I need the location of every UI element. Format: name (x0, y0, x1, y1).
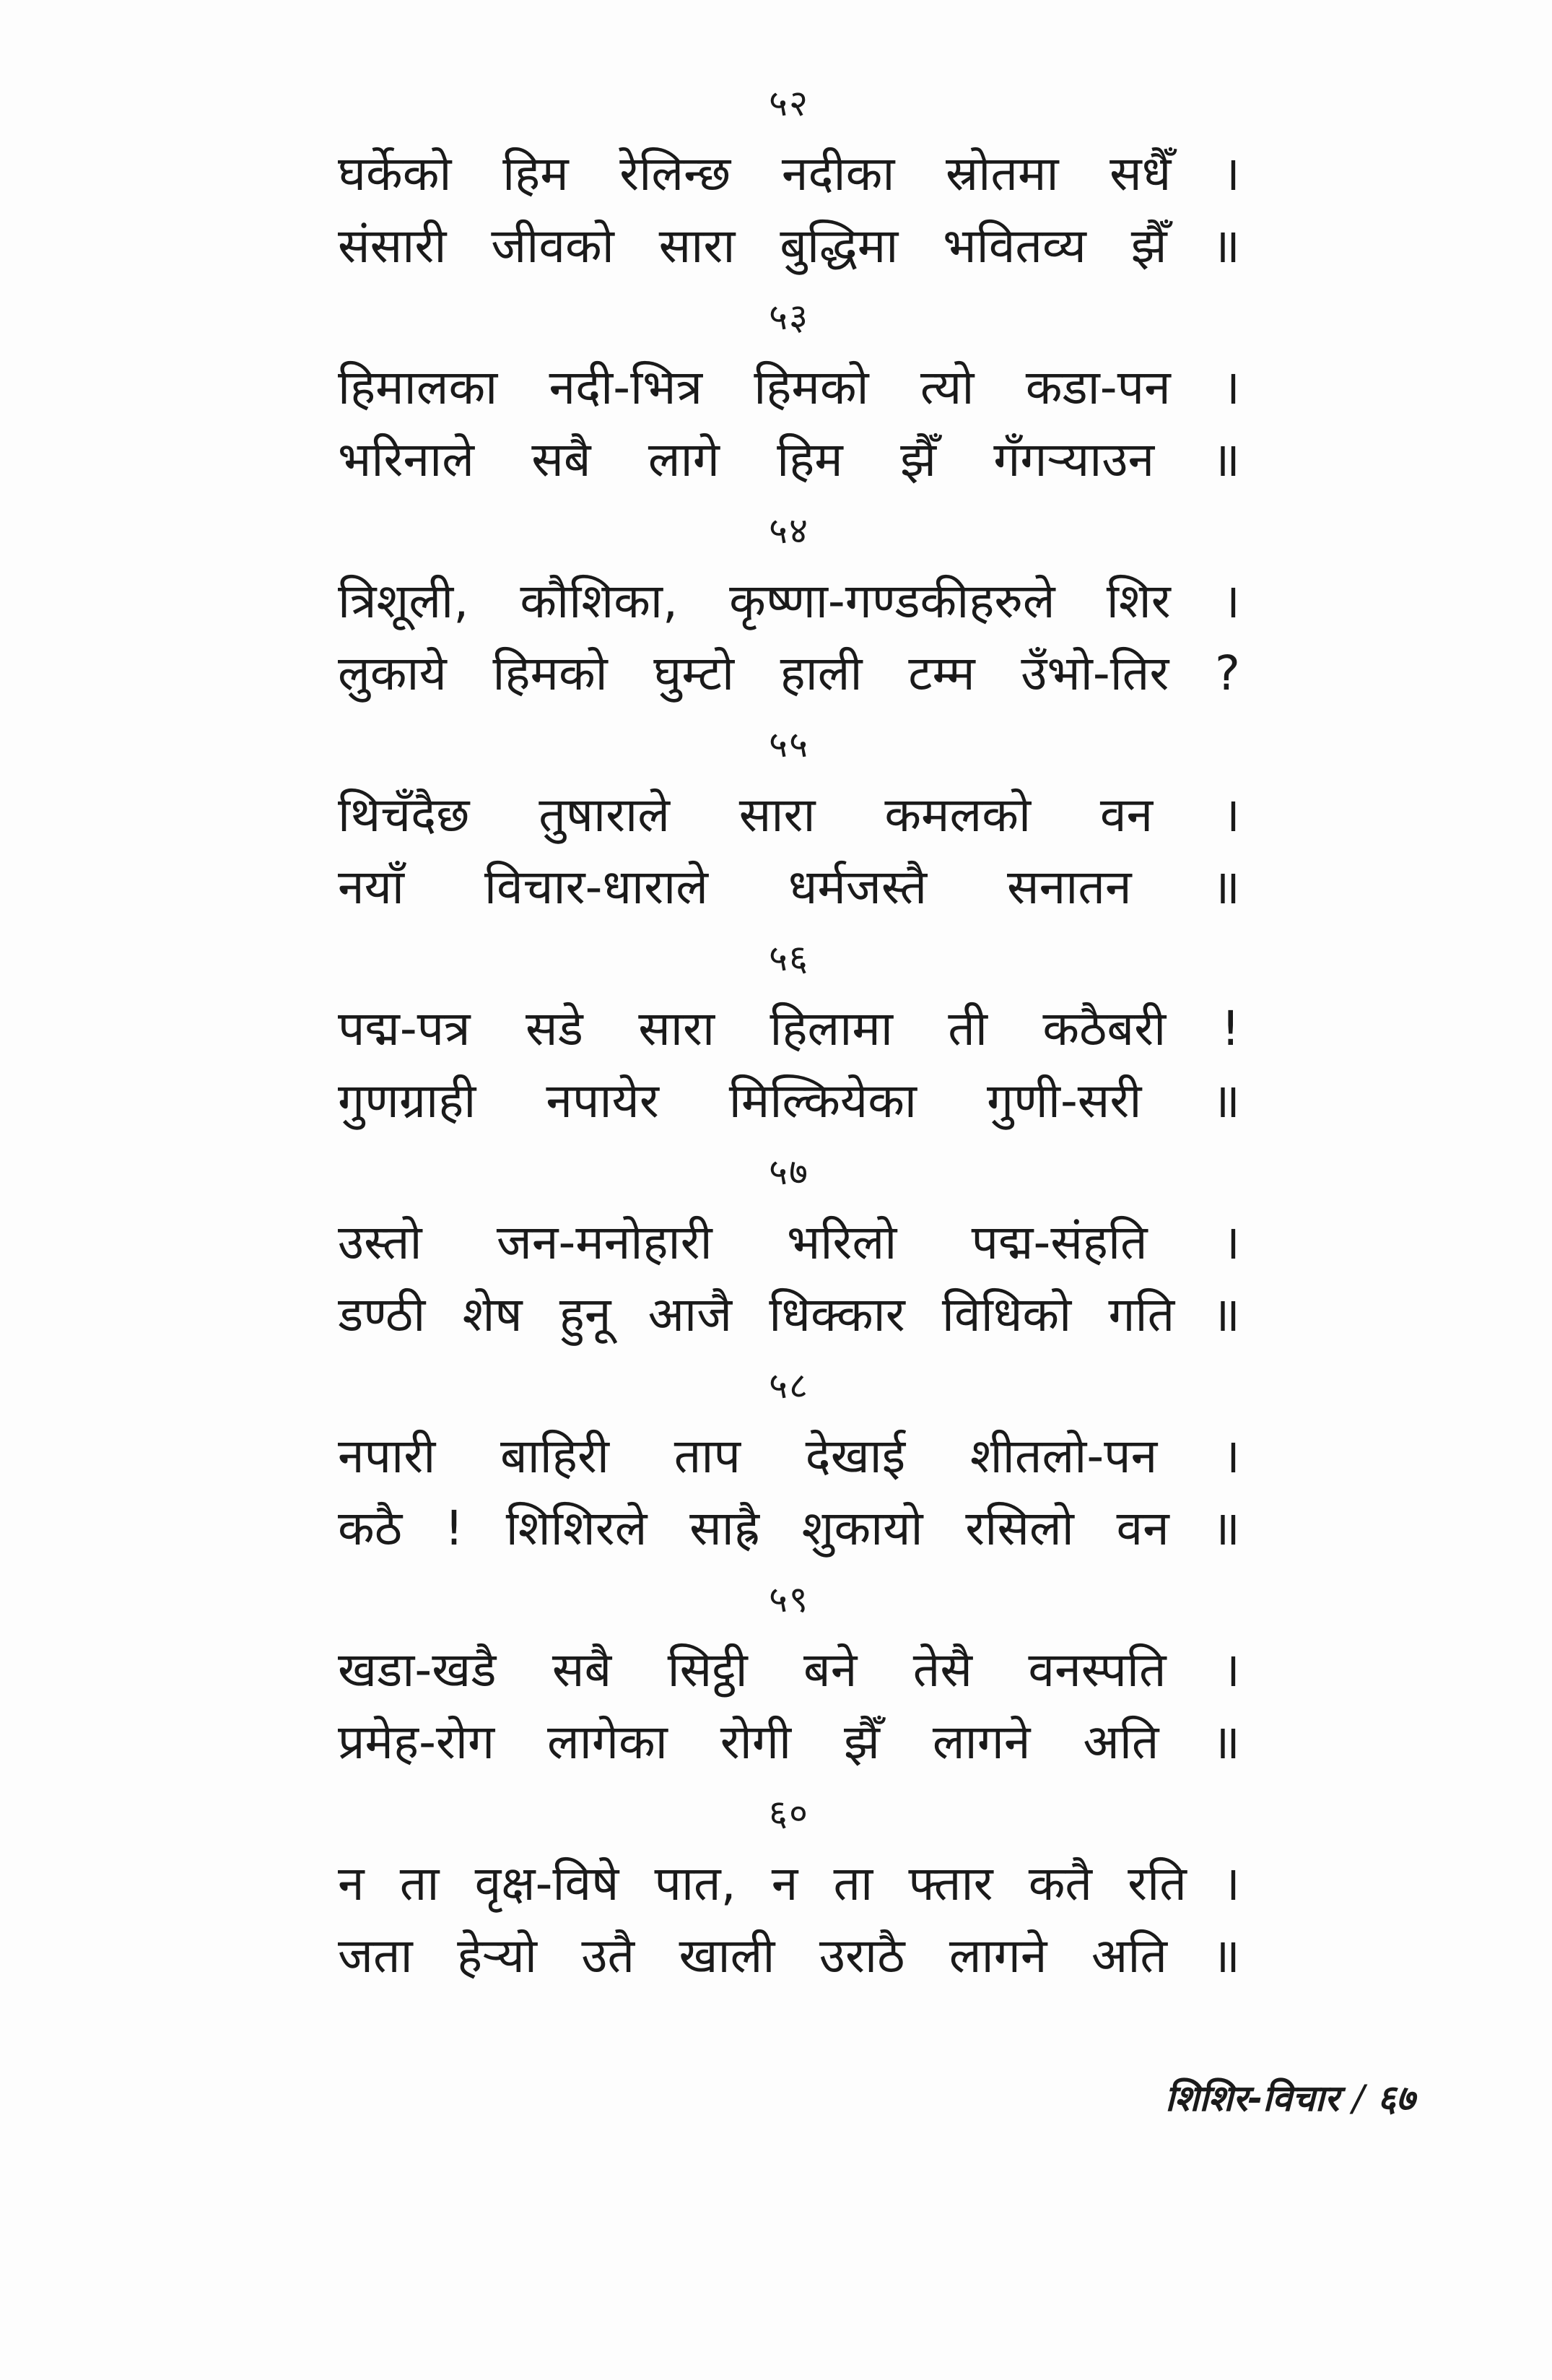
running-title: शिशिर-विचार (1165, 2077, 1340, 2119)
stanza (338, 69, 1240, 282)
verse-line: थिचँदैछ तुषाराले सारा कमलको वन । (338, 787, 1240, 843)
stanza-number: ५९ (769, 1578, 809, 1620)
verse-line: नयाँ विचार-धाराले धर्मजस्तै सनातन ॥ (338, 859, 1240, 915)
stanza (338, 1779, 1240, 1992)
verse-line: भरिनाले सबै लागे हिम झैँ गँगऱ्याउन ॥ (338, 432, 1240, 487)
verse-line: लुकाये हिमको घुम्टो हाली टम्म उँभो-तिर ? (338, 646, 1240, 701)
verse-line: गुणग्राही नपायेर मिल्कियेका गुणी-सरी ॥ (338, 1073, 1240, 1129)
poem-body (338, 69, 1240, 1992)
stanza-number: ५६ (769, 937, 809, 979)
verse-line: उस्तो जन-मनोहारी भरिलो पद्म-संहति । (338, 1215, 1240, 1270)
stanza (338, 710, 1240, 924)
stanza (338, 282, 1240, 496)
verse-line: खडा-खडै सबै सिट्ठी बने तेसै वनस्पति । (338, 1642, 1240, 1698)
verse-line: हिमालका नदी-भित्र हिमको त्यो कडा-पन । (338, 360, 1240, 415)
verse-line: नपारी बाहिरी ताप देखाई शीतलो-पन । (338, 1428, 1240, 1484)
stanza-number: ५३ (769, 296, 809, 338)
stanza-number: ५५ (769, 724, 809, 765)
verse-line: जता हेऱ्यो उतै खाली उराठै लागने अति ॥ (338, 1928, 1240, 1984)
page-footer (1039, 2072, 1415, 2121)
verse-line: त्रिशूली, कौशिका, कृष्णा-गण्डकीहरुले शिर । (338, 573, 1240, 629)
stanza (338, 496, 1240, 710)
verse-line: घर्केको हिम रेलिन्छ नदीका स्रोतमा सधैँ । (338, 146, 1240, 201)
verse-line: प्रमेह-रोग लागेका रोगी झैँ लागने अति ॥ (338, 1714, 1240, 1770)
verse-line: कठै ! शिशिरले साह्रै शुकायो रसिलो वन ॥ (338, 1500, 1240, 1556)
stanza (338, 1351, 1240, 1565)
stanza-number: ५८ (769, 1365, 809, 1407)
verse-line: संसारी जीवको सारा बुद्धिमा भवितव्य झैँ ॥ (338, 218, 1240, 274)
stanza (338, 1565, 1240, 1779)
verse-line: न ता वृक्ष-विषे पात, न ता फ्तार कतै रति । (338, 1856, 1240, 1911)
stanza-number: ६० (769, 1792, 809, 1834)
stanza (338, 1137, 1240, 1351)
stanza (338, 924, 1240, 1137)
stanza-number: ५७ (769, 1151, 809, 1193)
verse-line: डण्ठी शेष हुनू आजै धिक्कार विधिको गति ॥ (338, 1287, 1240, 1342)
page-number: ६७ (1377, 2077, 1415, 2119)
stanza-number: ५४ (769, 510, 809, 552)
verse-line: पद्म-पत्र सडे सारा हिलामा ती कठैबरी ! (338, 1001, 1240, 1056)
stanza-number: ५२ (769, 82, 809, 124)
footer-separator: / (1352, 2077, 1364, 2119)
